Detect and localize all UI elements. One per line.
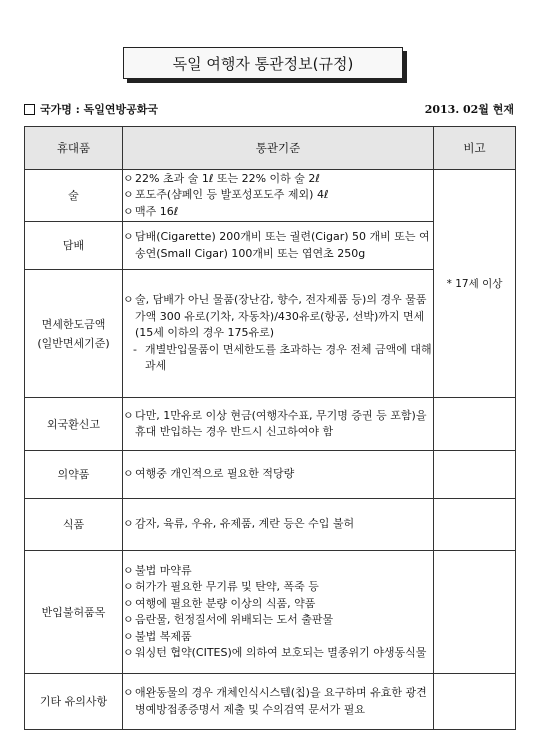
- rule-line: [123, 629, 433, 646]
- item-category: 기타 유의사항: [25, 674, 123, 730]
- table-row: [25, 674, 516, 730]
- document-title: [123, 47, 403, 79]
- rule-line: [123, 596, 433, 613]
- rule-line: [123, 342, 433, 375]
- item-category: 식품: [25, 499, 123, 551]
- bullet-icon: ㅇ: [123, 171, 134, 185]
- rule-text: 음란물, 헌정질서에 위배되는 도서 출판물: [135, 613, 334, 626]
- note-cell-empty: [434, 398, 516, 451]
- item-category-line: (일반면세기준): [37, 336, 110, 350]
- rule-text: 여행에 필요한 분량 이상의 식품, 약품: [135, 596, 316, 610]
- header-note: 비고: [434, 127, 516, 170]
- rule-line: [123, 292, 433, 342]
- checkbox-square-icon: [24, 104, 35, 115]
- rule-text: 여행중 개인적으로 필요한 적당량: [135, 467, 295, 481]
- rule-text: 감자, 육류, 우유, 유제품, 계란 등은 수입 불허: [135, 517, 355, 531]
- bullet-icon: ㅇ: [123, 408, 134, 422]
- bullet-icon: ㅇ: [123, 686, 134, 699]
- rule-cell: [123, 222, 434, 270]
- note-cell-empty: [434, 551, 516, 674]
- bullet-icon: ㅇ: [123, 580, 134, 593]
- note-cell-empty: [434, 499, 516, 551]
- rule-line: [123, 516, 433, 533]
- table-row: [25, 398, 516, 451]
- rule-text: 워싱턴 협약(CITES)에 의하여 보호되는 멸종위기 야생동식물: [135, 646, 427, 659]
- note-text: * 17세 이상: [446, 278, 503, 290]
- rule-cell: [123, 170, 434, 222]
- title-text: 독일 여행자 통관정보(규정): [172, 54, 354, 73]
- rule-text: 포도주(샴페인 등 발포성포도주 제외) 4ℓ: [135, 188, 329, 202]
- rule-text: 담배(Cigarette) 200개비 또는 궐련(Cigar) 50 개비 또는 여송연(Small Cigar) 100개비 또는 엽연초 250g: [135, 230, 430, 260]
- rule-cell: [123, 674, 434, 730]
- rule-cell: [123, 551, 434, 674]
- bullet-icon: ㅇ: [123, 467, 134, 481]
- rule-cell: [123, 270, 434, 398]
- table-row: [25, 499, 516, 551]
- table-row: [25, 451, 516, 499]
- rule-line: [123, 408, 433, 441]
- bullet-icon: ㅇ: [123, 596, 134, 610]
- bullet-icon: ㅇ: [123, 563, 134, 577]
- rule-line: [123, 612, 433, 629]
- item-category: [25, 270, 123, 398]
- rule-line: [123, 563, 433, 580]
- rule-line: [123, 187, 433, 204]
- as-of-date: 2013. 02월 현재: [424, 103, 514, 116]
- country-label: 국가명 : 독일연방공화국: [40, 103, 158, 116]
- header-rule: 통관기준: [123, 127, 434, 170]
- rule-line: [123, 685, 433, 718]
- rule-line: [123, 171, 433, 188]
- bullet-icon: ㅇ: [123, 517, 134, 531]
- note-cell-empty: [434, 674, 516, 730]
- bullet-icon: ㅇ: [123, 293, 134, 307]
- rule-text: 개별반입물품이 면세한도를 초과하는 경우 전체 금액에 대해 과세: [145, 342, 432, 373]
- header-item: 휴대품: [25, 127, 123, 170]
- item-category: 의약품: [25, 451, 123, 499]
- rule-cell: [123, 451, 434, 499]
- rule-cell: [123, 499, 434, 551]
- rule-text: 허가가 필요한 무기류 및 탄약, 폭죽 등: [135, 580, 319, 593]
- bullet-icon: ㅇ: [123, 629, 134, 643]
- bullet-icon: ㅇ: [123, 230, 134, 243]
- note-cell: [434, 170, 516, 398]
- customs-table: [24, 126, 516, 730]
- item-category: 술: [25, 170, 123, 222]
- rule-text: 맥주 16ℓ: [135, 204, 179, 218]
- rule-line: [123, 229, 433, 262]
- rule-text: 22% 초과 술 1ℓ 또는 22% 이하 술 2ℓ: [135, 171, 320, 185]
- rule-line: [123, 466, 433, 483]
- rule-text: 애완동물의 경우 개체인식시스템(칩)을 요구하며 유효한 광견병예방접종증명서 제출 및 수의검역 문서가 필요: [135, 686, 427, 716]
- note-cell-empty: [434, 451, 516, 499]
- item-category: 반입불허품목: [25, 551, 123, 674]
- item-category: 담배: [25, 222, 123, 270]
- rule-cell: [123, 398, 434, 451]
- item-category: 외국환신고: [25, 398, 123, 451]
- table-row: [25, 170, 516, 222]
- table-row: [25, 551, 516, 674]
- rule-text: 다만, 1만유로 이상 현금(여행자수표, 무기명 증권 등 포함)을 휴대 반입하는 경우 반드시 신고하여야 함: [135, 408, 427, 438]
- rule-text: 술, 담배가 아닌 물품(장난감, 향수, 전자제품 등)의 경우 물품가액 300 유로(기차, 자동차)/430유로(항공, 선박)까지 면세(15세 이하의 경우 175유로): [135, 293, 427, 340]
- rule-line: [123, 579, 433, 596]
- rule-line: [123, 645, 433, 662]
- rule-text: 불법 복제품: [135, 629, 192, 643]
- bullet-icon: ㅇ: [123, 204, 134, 218]
- header-row: [25, 127, 516, 170]
- bullet-icon: ㅇ: [123, 646, 134, 659]
- meta-row: [24, 100, 514, 118]
- rule-text: 불법 마약류: [135, 563, 192, 577]
- item-category-line: 면세한도금액: [41, 317, 106, 331]
- rule-line: [123, 204, 433, 221]
- bullet-icon: -: [133, 342, 137, 356]
- bullet-icon: ㅇ: [123, 613, 134, 626]
- bullet-icon: ㅇ: [123, 188, 134, 202]
